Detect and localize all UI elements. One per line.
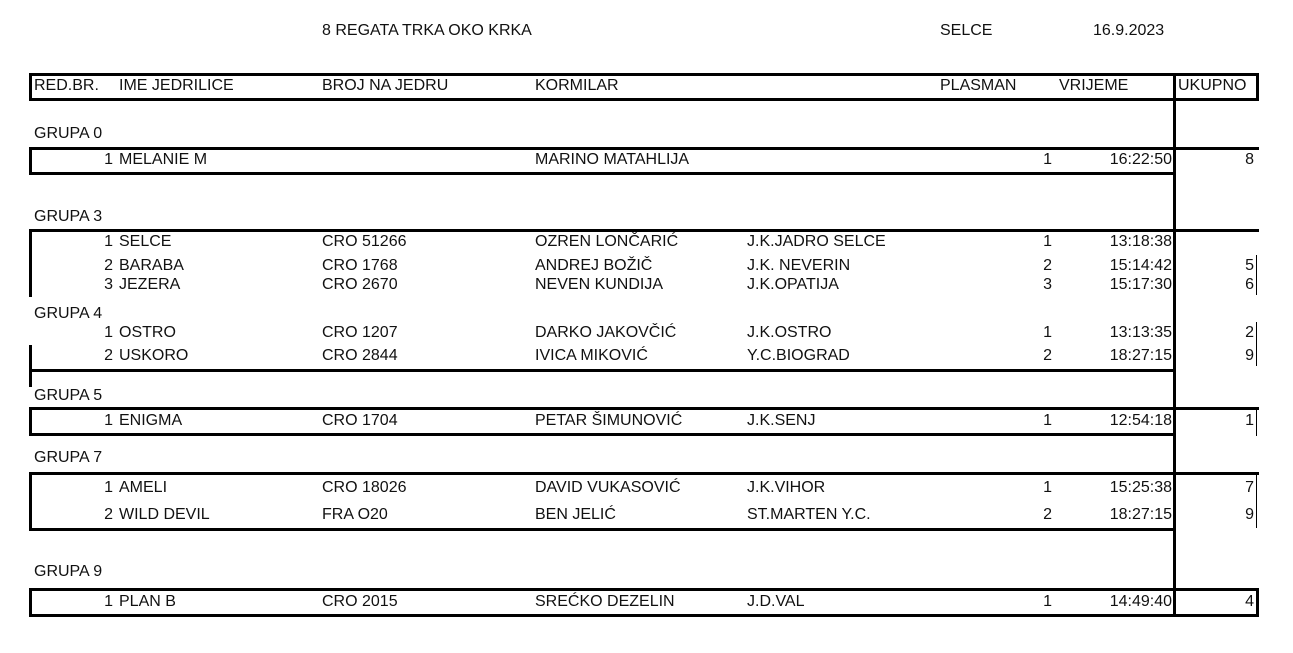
group-box-left bbox=[29, 147, 32, 175]
col-broj-na-jedru: BROJ NA JEDRU bbox=[322, 77, 449, 94]
placement: 1 bbox=[1043, 151, 1052, 168]
col-kormilar: KORMILAR bbox=[535, 77, 619, 94]
total: 4 bbox=[1245, 593, 1254, 610]
skipper: MARINO MATAHLIJA bbox=[535, 151, 690, 168]
row-number: 1 bbox=[104, 324, 113, 341]
group-box-bottom bbox=[29, 614, 1259, 617]
row-number: 1 bbox=[104, 412, 113, 429]
placement: 3 bbox=[1043, 276, 1052, 293]
time: 12:54:18 bbox=[1109, 412, 1172, 429]
header-bottom-border bbox=[29, 98, 1259, 101]
skipper: IVICA MIKOVIĆ bbox=[535, 347, 648, 364]
group-label: GRUPA 0 bbox=[34, 125, 103, 142]
time: 15:25:38 bbox=[1109, 479, 1172, 496]
sail-number: CRO 18026 bbox=[322, 479, 407, 496]
group-box-top bbox=[29, 229, 1259, 232]
club: J.K.OPATIJA bbox=[747, 276, 839, 293]
group-label: GRUPA 4 bbox=[34, 305, 103, 322]
group-box-bottom bbox=[29, 172, 1176, 175]
group-box-bottom bbox=[29, 433, 1176, 436]
club: J.K. NEVERIN bbox=[747, 257, 851, 274]
col-ime-jedrilice: IME JEDRILICE bbox=[119, 77, 234, 94]
placement: 1 bbox=[1043, 412, 1052, 429]
place-label: SELCE bbox=[940, 22, 993, 39]
header-right-border bbox=[1256, 73, 1259, 101]
row-number: 1 bbox=[104, 151, 113, 168]
sail-number: CRO 1704 bbox=[322, 412, 398, 429]
skipper: BEN JELIĆ bbox=[535, 506, 616, 523]
group-box-left bbox=[29, 345, 32, 372]
row-number: 2 bbox=[104, 506, 113, 523]
total: 5 bbox=[1245, 257, 1254, 274]
group-box-top bbox=[29, 588, 1259, 591]
date-label: 16.9.2023 bbox=[1093, 22, 1165, 39]
placement: 1 bbox=[1043, 324, 1052, 341]
group-box-left bbox=[29, 407, 32, 436]
sail-number: CRO 2015 bbox=[322, 593, 398, 610]
total: 6 bbox=[1245, 276, 1254, 293]
time: 15:17:30 bbox=[1109, 276, 1172, 293]
sail-number: FRA O20 bbox=[322, 506, 388, 523]
sail-number: CRO 1768 bbox=[322, 257, 398, 274]
skipper: SREĆKO DEZELIN bbox=[535, 593, 675, 610]
skipper: NEVEN KUNDIJA bbox=[535, 276, 664, 293]
col-vrijeme: VRIJEME bbox=[1059, 77, 1129, 94]
group-box-top bbox=[29, 147, 1259, 150]
time: 18:27:15 bbox=[1109, 347, 1172, 364]
time: 16:22:50 bbox=[1109, 151, 1172, 168]
group-box-right bbox=[1256, 255, 1257, 295]
col-red-br: RED.BR. bbox=[34, 77, 99, 94]
col-ukupno: UKUPNO bbox=[1178, 77, 1247, 94]
boat-name: OSTRO bbox=[119, 324, 176, 341]
skipper: PETAR ŠIMUNOVIĆ bbox=[535, 412, 683, 429]
boat-name: USKORO bbox=[119, 347, 189, 364]
group-label: GRUPA 5 bbox=[34, 387, 103, 404]
club: J.K.OSTRO bbox=[747, 324, 832, 341]
row-number: 2 bbox=[104, 257, 113, 274]
placement: 2 bbox=[1043, 506, 1052, 523]
skipper: DARKO JAKOVČIĆ bbox=[535, 324, 677, 341]
group-box-left bbox=[29, 229, 32, 297]
group-box-bottom bbox=[29, 528, 1176, 531]
total: 8 bbox=[1245, 151, 1254, 168]
time: 15:14:42 bbox=[1109, 257, 1172, 274]
group-box-right bbox=[1256, 322, 1257, 366]
group-box-left bbox=[29, 472, 32, 531]
sail-number: CRO 51266 bbox=[322, 233, 407, 250]
row-number: 1 bbox=[104, 593, 113, 610]
sail-number: CRO 2670 bbox=[322, 276, 398, 293]
time: 18:27:15 bbox=[1109, 506, 1172, 523]
group-box-left bbox=[29, 588, 32, 617]
col-plasman: PLASMAN bbox=[940, 77, 1017, 94]
header-left-border bbox=[29, 73, 32, 101]
row-number: 2 bbox=[104, 347, 113, 364]
placement: 1 bbox=[1043, 593, 1052, 610]
boat-name: JEZERA bbox=[119, 276, 181, 293]
club: J.K.JADRO SELCE bbox=[747, 233, 886, 250]
club: J.K.SENJ bbox=[747, 412, 816, 429]
club: J.D.VAL bbox=[747, 593, 805, 610]
club: J.K.VIHOR bbox=[747, 479, 826, 496]
placement: 2 bbox=[1043, 257, 1052, 274]
group-box-left bbox=[29, 369, 32, 387]
ukupno-left-border bbox=[1173, 73, 1176, 617]
boat-name: AMELI bbox=[119, 479, 168, 496]
time: 13:18:38 bbox=[1109, 233, 1172, 250]
group-box-right bbox=[1256, 588, 1259, 617]
sail-number: CRO 2844 bbox=[322, 347, 398, 364]
group-box-right bbox=[1256, 472, 1257, 528]
placement: 2 bbox=[1043, 347, 1052, 364]
sail-number: CRO 1207 bbox=[322, 324, 398, 341]
boat-name: MELANIE M bbox=[119, 151, 208, 168]
total: 7 bbox=[1245, 479, 1254, 496]
group-label: GRUPA 3 bbox=[34, 208, 103, 225]
group-label: GRUPA 7 bbox=[34, 449, 103, 466]
skipper: DAVID VUKASOVIĆ bbox=[535, 479, 681, 496]
row-number: 1 bbox=[104, 479, 113, 496]
total: 9 bbox=[1245, 506, 1254, 523]
boat-name: BARABA bbox=[119, 257, 184, 274]
club: Y.C.BIOGRAD bbox=[747, 347, 850, 364]
total: 9 bbox=[1245, 347, 1254, 364]
boat-name: SELCE bbox=[119, 233, 172, 250]
club: ST.MARTEN Y.C. bbox=[747, 506, 871, 523]
page-title: 8 REGATA TRKA OKO KRKA bbox=[322, 22, 532, 39]
boat-name: PLAN B bbox=[119, 593, 176, 610]
time: 14:49:40 bbox=[1109, 593, 1172, 610]
group-box-top bbox=[29, 472, 1259, 475]
group-box-bottom bbox=[29, 369, 1176, 372]
placement: 1 bbox=[1043, 479, 1052, 496]
group-box-right bbox=[1256, 407, 1257, 436]
placement: 1 bbox=[1043, 233, 1052, 250]
header-top-border bbox=[29, 73, 1259, 76]
skipper: ANDREJ BOŽIČ bbox=[535, 257, 653, 274]
skipper: OZREN LONČARIĆ bbox=[535, 233, 679, 250]
group-label: GRUPA 9 bbox=[34, 563, 103, 580]
boat-name: WILD DEVIL bbox=[119, 506, 210, 523]
boat-name: ENIGMA bbox=[119, 412, 183, 429]
row-number: 1 bbox=[104, 233, 113, 250]
time: 13:13:35 bbox=[1109, 324, 1172, 341]
total: 1 bbox=[1245, 412, 1254, 429]
total: 2 bbox=[1245, 324, 1254, 341]
row-number: 3 bbox=[104, 276, 113, 293]
group-box-top bbox=[29, 407, 1259, 410]
